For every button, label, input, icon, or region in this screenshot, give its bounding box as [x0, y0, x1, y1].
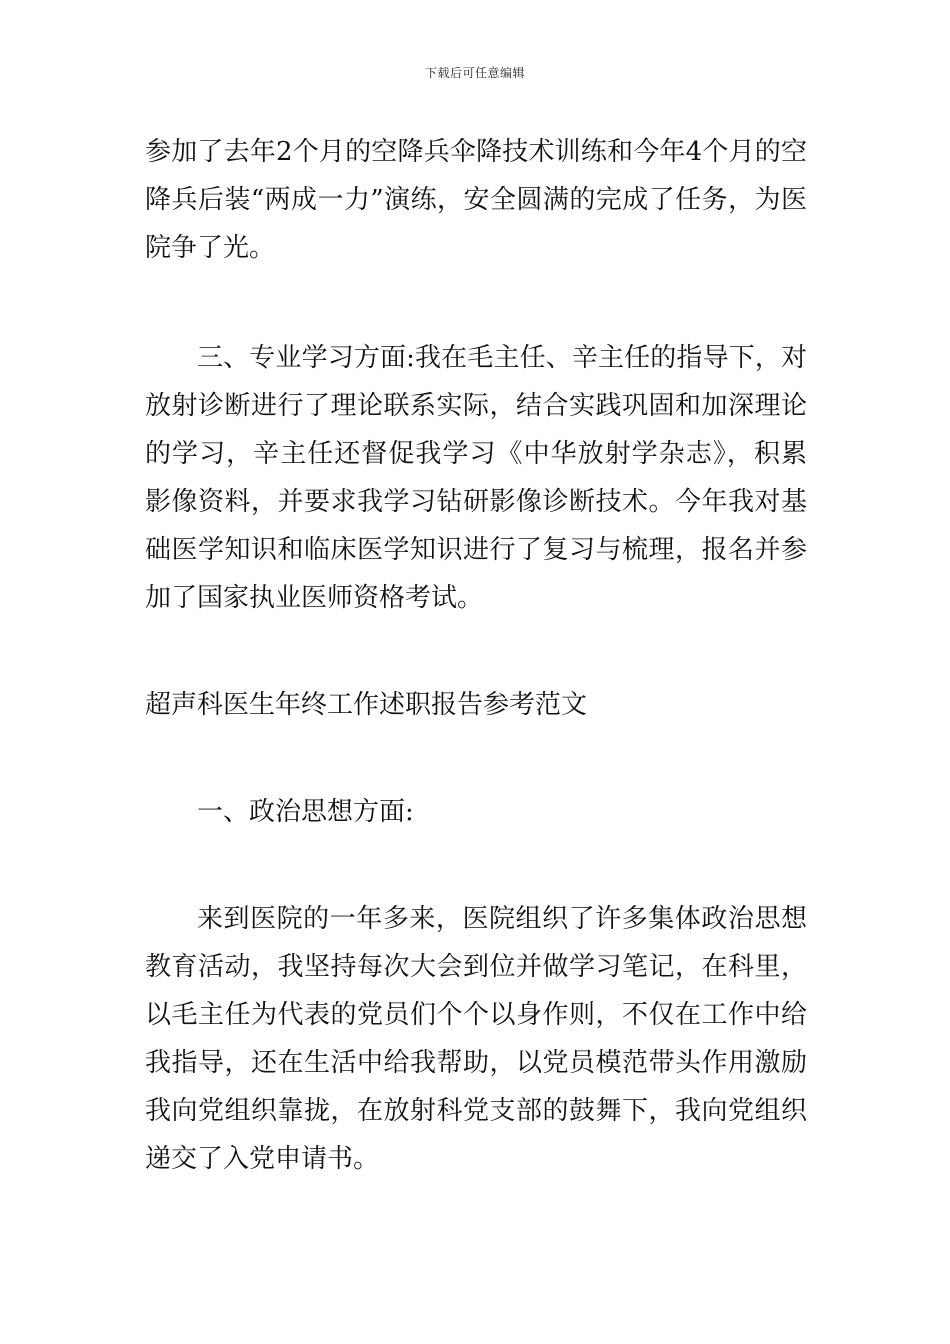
subheading-political-thought: 一、政治思想方面:	[197, 797, 414, 827]
document-body	[145, 128, 807, 1183]
page-header: 下载后可任意编辑	[424, 66, 525, 80]
paragraph-political-thought: 来到医院的一年多来，医院组织了许多集体政治思想教育活动，我坚持每次大会到位并做学习笔记，在科里，以毛主任为代表的党员们个个以身作则，不仅在工作中给我指导，还在生活中给我帮助，以党员模范带头作用激励我向党组织靠拢，在放射科党支部的鼓舞下，我向党组织递交了入党申请书。	[145, 904, 807, 1174]
paragraph-training: 参加了去年2个月的空降兵伞降技术训练和今年4个月的空降兵后装“两成一力”演练，安全圆满的完成了任务，为医院争了光。	[145, 137, 807, 263]
section-title: 超声科医生年终工作述职报告参考范文	[145, 690, 588, 720]
paragraph-professional-study: 三、专业学习方面:我在毛主任、辛主任的指导下，对放射诊断进行了理论联系实际，结合实践巩固和加深理论的学习，辛主任还督促我学习《中华放射学杂志》，积累影像资料，并要求我学习钻研影像诊断技术。今年我对基础医学知识和临床医学知识进行了复习与梳理，报名并参加了国家执业医师资格考试。	[145, 343, 807, 613]
